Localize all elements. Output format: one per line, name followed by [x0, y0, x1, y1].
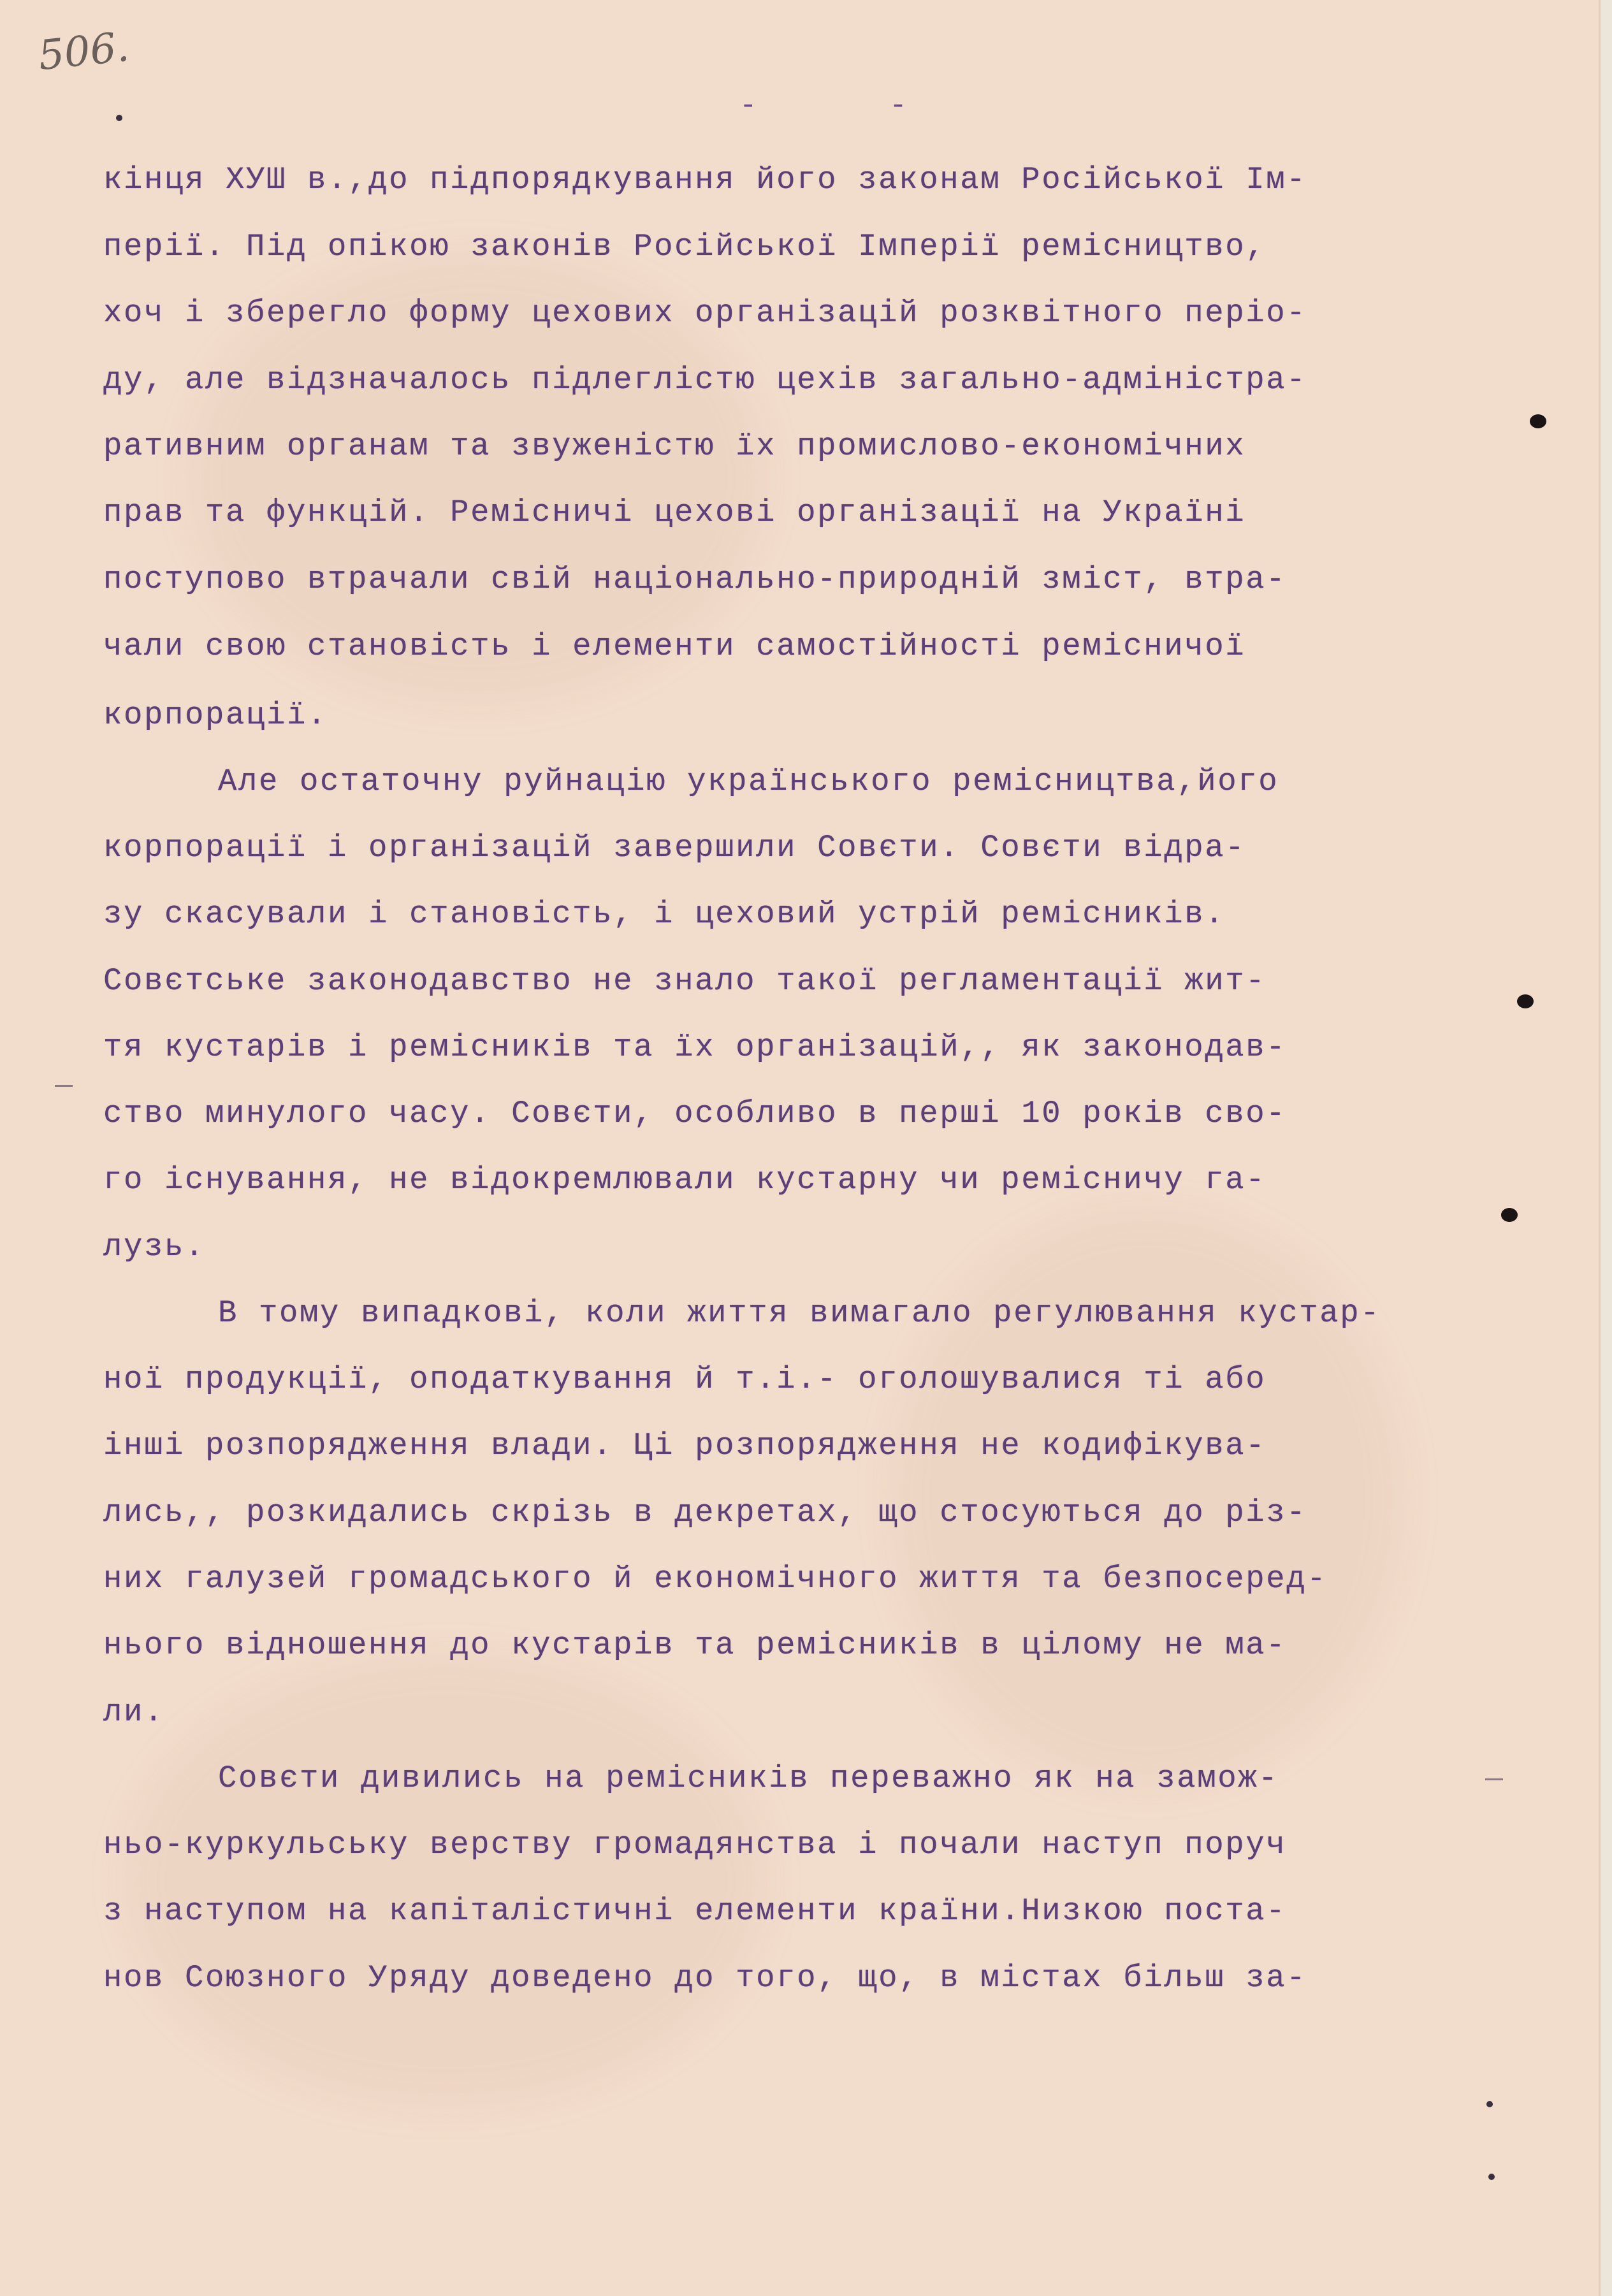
- text-line: з наступом на капіталістичні елементи країни.Низкою поста-: [103, 1893, 1287, 1929]
- text-line: інші розпорядження влади. Ці розпорядження не кодифікува-: [103, 1428, 1267, 1464]
- text-line: прав та функцій. Ремісничі цехові організації на Україні: [103, 495, 1246, 530]
- text-line: нов Союзного Уряду доведено до того, що, в містах більш за-: [103, 1960, 1307, 1996]
- text-line: нього відношення до кустарів та ремісників в цілому не ма-: [103, 1627, 1287, 1663]
- ink-speck: [1488, 2174, 1495, 2180]
- text-line: ство минулого часу. Совєти, особливо в перші 10 років сво-: [103, 1096, 1287, 1131]
- text-line: ньо-куркульську верству громадянства і почали наступ поруч: [103, 1827, 1287, 1863]
- ink-speck: [116, 115, 122, 121]
- paper-stain: [127, 1657, 765, 2103]
- text-line: го існування, не відокремлювали кустарну чи ремісничу га-: [103, 1162, 1267, 1198]
- text-line: корпорації і організацій завершили Совєти. Совєти відра-: [103, 830, 1246, 866]
- punch-hole-mark: [1517, 994, 1534, 1008]
- text-line: лись,, розкидались скрізь в декретах, що стосуються до різ-: [103, 1495, 1307, 1530]
- text-line: хоч і зберегло форму цехових організацій розквітного періо-: [103, 295, 1307, 331]
- text-line: лузь.: [103, 1229, 206, 1265]
- page-marker: - -: [739, 89, 964, 122]
- text-line: Але остаточну руйнацію українського ремісництва,його: [218, 764, 1279, 799]
- text-line: ли.: [103, 1694, 165, 1730]
- text-line: Совєтське законодавство не знало такої регламентації жит-: [103, 963, 1267, 999]
- text-line: ративним органам та звуженістю їх промислово-економічних: [103, 428, 1246, 464]
- text-line: кінця ХУШ в.,до підпорядкування його законам Російської Ім-: [103, 162, 1307, 198]
- text-line: В тому випадкові, коли життя вимагало регулювання кустар-: [218, 1295, 1381, 1331]
- text-line: Совєти дивились на ремісників переважно як на замож-: [218, 1761, 1279, 1796]
- margin-mark: [1485, 1778, 1503, 1780]
- text-line: зу скасували і становість, і цеховий устрій ремісників.: [103, 896, 1226, 932]
- punch-hole-mark: [1530, 414, 1546, 428]
- text-line: корпорації.: [103, 697, 328, 733]
- text-line: ду, але відзначалось підлеглістю цехів загально-адміністра-: [103, 362, 1307, 398]
- margin-mark: [55, 1085, 73, 1087]
- text-line: них галузей громадського й економічного життя та безпосеред-: [103, 1561, 1328, 1597]
- text-line: тя кустарів і ремісників та їх організацій,, як законодав-: [103, 1029, 1287, 1065]
- punch-hole-mark: [1501, 1208, 1518, 1222]
- text-line: поступово втрачали свій національно-природній зміст, втра-: [103, 562, 1287, 597]
- text-line: ної продукції, оподаткування й т.і.- оголошувалися ті або: [103, 1362, 1267, 1397]
- ink-speck: [1486, 2101, 1493, 2107]
- text-line: перії. Під опікою законів Російської Імперії ремісництво,: [103, 229, 1267, 265]
- text-line: чали свою становість і елементи самостійності ремісничої: [103, 628, 1246, 664]
- archive-page-note: 506.: [36, 23, 131, 80]
